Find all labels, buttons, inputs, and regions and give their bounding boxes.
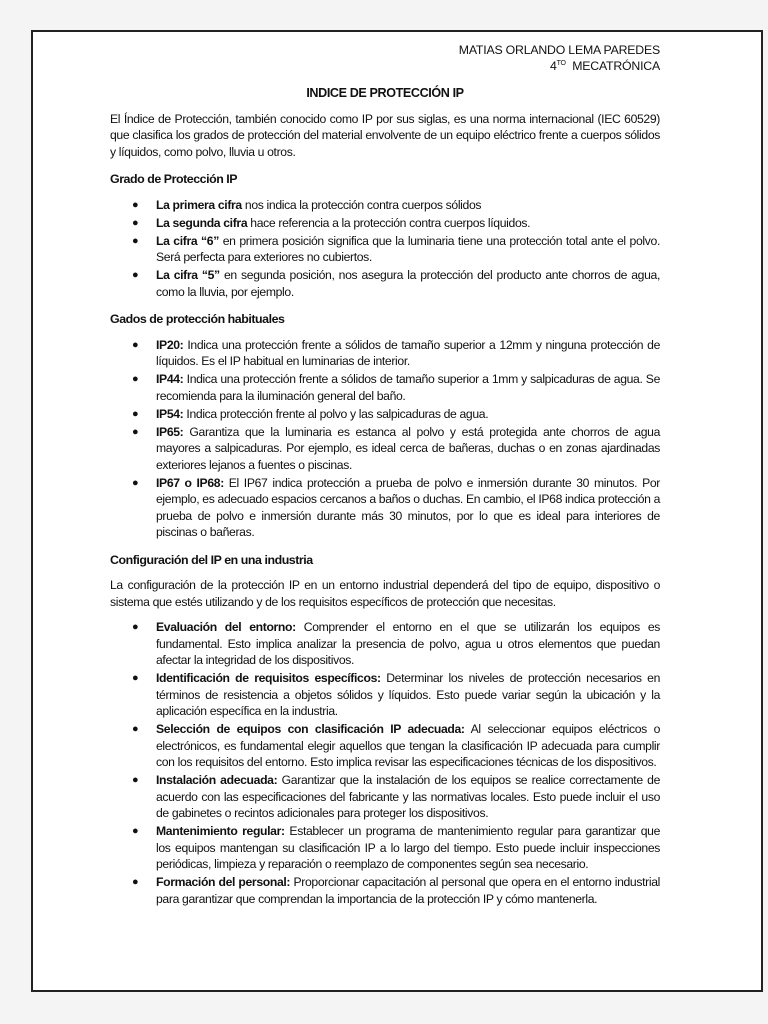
item-text: Indica una protección frente a sólidos de tamaño superior a 12mm y ninguna protección de líquidos. Es el IP habitual en luminarias de interior. — [156, 337, 660, 368]
bullet-icon: ● — [132, 407, 139, 420]
bullet-icon: ● — [132, 269, 139, 281]
item-term: IP20: — [156, 337, 184, 352]
item-text: en primera posición significa que la luminaria tiene una protección total ante el polvo. Será perfecta para exteriores no cubiertos. — [156, 233, 660, 264]
item-term: IP67 o IP68: — [156, 475, 224, 490]
item-term: La cifra “6” — [156, 233, 219, 248]
bullet-icon: ● — [132, 234, 139, 247]
item-text: Establecer un programa de mantenimiento regular para garantizar que los equipos mantengan su clasificación IP a lo largo del tiempo. Esto puede incluir inspecciones periódicas, limpieza y reparación o reemplazo de componentes según sea necesario. — [156, 824, 660, 871]
list-item — [110, 475, 660, 541]
item-text: Al seleccionar equipos eléctricos o electrónicos, es fundamental elegir aquellos que tengan la clasificación IP adecuada para cumplir con los requisitos del entorno. Esto implica revisar las especificaciones técnicas de los dispositivos. — [156, 722, 660, 769]
item-term: IP65: — [156, 424, 184, 439]
list-item — [110, 721, 660, 771]
item-text: en segunda posición, nos asegura la protección del producto ante chorros de agua, como la lluvia, por ejemplo. — [156, 268, 660, 299]
item-term: IP54: — [156, 406, 184, 421]
intro-paragraph: El Índice de Protección, también conocido como IP por sus siglas, es una norma internacional (IEC 60529) que clasifica los grados de protección del material envolvente de un equipo eléctrico frente a cuerpos sólidos y líquidos, como polvo, lluvia u otros. — [110, 111, 660, 159]
course-name: MECATRÓNICA — [572, 59, 660, 73]
item-term: Instalación adecuada: — [156, 773, 278, 787]
bullet-icon: ● — [132, 425, 139, 438]
industria-paragraph: La configuración de la protección IP en un entorno industrial dependerá del tipo de equipo, dispositivo o sistema que estés utilizando y de los requisitos específicos de protección que necesitas. — [110, 578, 660, 609]
item-text: Garantizar que la instalación de los equipos se realice correctamente de acuerdo con las especificaciones del fabricante y las normativas locales. Esto puede incluir el uso de gabinetes o recintos adicionales para proteger los dispositivos. — [156, 773, 660, 820]
item-term: Formación del personal: — [156, 875, 291, 889]
section-heading-grado: Grado de Protección IP — [110, 172, 238, 186]
list-industria — [110, 619, 660, 907]
section-heading-habituales: Gados de protección habituales — [110, 312, 285, 326]
item-term: Selección de equipos con clasificación IP adecuada: — [156, 722, 465, 736]
list-item — [110, 772, 660, 822]
item-text: Indica protección frente al polvo y las salpicaduras de agua. — [183, 406, 489, 421]
bullet-icon: ● — [132, 216, 139, 229]
item-text: El IP67 indica protección a prueba de polvo e inmersión durante 30 minutos. Por ejemplo, es adecuado espacios cercanos a baños o duchas. En cambio, el IP68 indica protección a prueba de polvo e inmersión durante más 30 minutos, por lo que es ideal para interiores de piscinas o bañeras. — [156, 475, 661, 539]
bullet-icon: ● — [132, 198, 139, 211]
item-term: Mantenimiento regular: — [156, 824, 285, 838]
item-text: hace referencia a la protección contra cuerpos líquidos. — [247, 215, 531, 230]
list-item — [110, 233, 660, 266]
document-content — [110, 42, 660, 909]
bullet-icon: ● — [132, 825, 139, 837]
list-item — [110, 823, 660, 873]
item-text: Indica una protección frente a sólidos de tamaño superior a 1mm y salpicaduras de agua. Se recomienda para la iluminación general del baño. — [156, 372, 660, 403]
list-item — [110, 424, 660, 474]
item-text: nos indica la protección contra cuerpos sólidos — [241, 197, 482, 212]
grade-number: 4 — [549, 59, 557, 73]
list-item — [110, 874, 660, 907]
item-term: IP44: — [156, 372, 184, 386]
item-term: Identificación de requisitos específicos: — [156, 671, 381, 685]
list-habituales — [110, 337, 660, 541]
list-item — [110, 670, 660, 720]
document-header — [110, 42, 660, 74]
item-text: Comprender el entorno en el que se utilizarán los equipos es fundamental. Esto implica analizar la presencia de polvo, agua u otros elementos que puedan afectar la integridad de los dispositivos. — [156, 620, 660, 667]
list-item — [110, 215, 660, 232]
list-item — [110, 619, 660, 669]
bullet-icon: ● — [132, 621, 139, 633]
item-text: Garantiza que la luminaria es estanca al polvo y está protegida ante chorros de agua mayores a salpicaduras. Por ejemplo, es ideal cerca de bañeras, duchas o en zonas ajardinadas exteriores lejanos a fuentes o piscinas. — [156, 424, 660, 472]
author-name: MATIAS ORLANDO LEMA PAREDES — [458, 43, 660, 57]
item-term: La primera cifra — [156, 197, 242, 212]
bullet-icon: ● — [132, 672, 139, 684]
section-heading-industria: Configuración del IP en una industria — [110, 552, 313, 567]
bullet-icon: ● — [132, 338, 139, 351]
document-page — [31, 30, 763, 992]
item-term: La cifra “5” — [156, 268, 220, 282]
grade-superscript: TO — [556, 60, 566, 67]
list-item — [110, 267, 660, 300]
bullet-icon: ● — [132, 876, 139, 888]
list-item — [110, 406, 660, 423]
list-grado — [110, 197, 660, 301]
item-text: Determinar los niveles de protección necesarios en términos de resistencia a objetos sólidos y líquidos. Esto puede variar según la ubicación y la aplicación específica en la industria. — [156, 671, 660, 718]
item-text: Proporcionar capacitación al personal que opera en el entorno industrial para garantizar que comprendan la importancia de la protección IP y cómo mantenerla. — [156, 875, 660, 906]
grade-line — [110, 58, 660, 74]
bullet-icon: ● — [132, 774, 139, 786]
document-title: INDICE DE PROTECCIÓN IP — [306, 86, 464, 100]
list-item — [110, 337, 660, 370]
list-item — [110, 371, 660, 404]
item-term: Evaluación del entorno: — [156, 620, 296, 634]
bullet-icon: ● — [132, 723, 139, 735]
bullet-icon: ● — [132, 476, 139, 489]
bullet-icon: ● — [132, 373, 139, 385]
list-item — [110, 197, 660, 214]
item-term: La segunda cifra — [156, 215, 248, 230]
